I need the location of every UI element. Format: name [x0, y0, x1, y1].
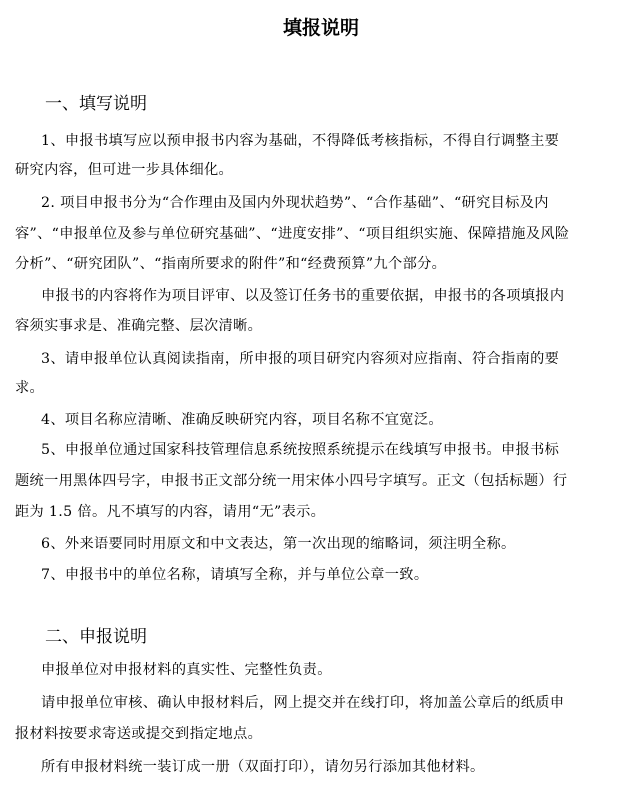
paragraph-line: 5、申报单位通过国家科技管理信息系统按照系统提示在线填写申报书。申报书标	[41, 442, 560, 458]
section-heading-fill-instructions: 一、填写说明	[45, 94, 147, 114]
page-title: 填报说明	[282, 17, 359, 39]
paragraph-line: 6、外来语要同时用原文和中文表达，第一次出现的缩略词，须注明全称。	[41, 536, 516, 552]
paragraph-line: 1、申报书填写应以预申报书内容为基础，不得降低考核指标，不得自行调整主要	[41, 133, 560, 149]
paragraph-line: 所有申报材料统一装订成一册（双面打印），请勿另行添加其他材料。	[41, 759, 485, 775]
section-heading-submission-instructions: 二、申报说明	[45, 627, 147, 647]
paragraph-line: 题统一用黑体四号字，申报书正文部分统一用宋体小四号字填写。正文（包括标题）行	[15, 473, 568, 489]
paragraph-line: 距为 1.5 倍。凡不填写的内容，请用“无”表示。	[15, 504, 326, 520]
paragraph-line: 4、项目名称应清晰、准确反映研究内容，项目名称不宜宽泛。	[41, 412, 443, 428]
paragraph-line: 研究内容，但可进一步具体细化。	[15, 162, 234, 178]
paragraph-line: 求。	[15, 380, 45, 396]
paragraph-line: 请申报单位审核、确认申报材料后，网上提交并在线打印，将加盖公章后的纸质申	[41, 695, 565, 711]
paragraph-line: 申报书的内容将作为项目评审、以及签订任务书的重要依据，申报书的各项填报内	[41, 288, 565, 304]
paragraph-line: 申报单位对申报材料的真实性、完整性负责。	[41, 662, 332, 678]
paragraph-line: 2. 项目申报书分为“合作理由及国内外现状趋势”、“合作基础”、“研究目标及内	[41, 195, 549, 211]
paragraph-line: 容须实事求是、准确完整、层次清晰。	[15, 318, 263, 334]
paragraph-line: 3、请申报单位认真阅读指南，所申报的项目研究内容须对应指南、符合指南的要	[41, 351, 560, 367]
paragraph-line: 7、申报书中的单位名称，请填写全称，并与单位公章一致。	[41, 567, 429, 583]
paragraph-line: 分析”、“研究团队”、“指南所要求的附件”和“经费预算”九个部分。	[15, 256, 447, 272]
paragraph-line: 报材料按要求寄送或提交到指定地点。	[15, 726, 263, 742]
paragraph-line: 容”、“申报单位及参与单位研究基础”、“进度安排”、“项目组织实施、保障措施及风险	[15, 226, 570, 242]
